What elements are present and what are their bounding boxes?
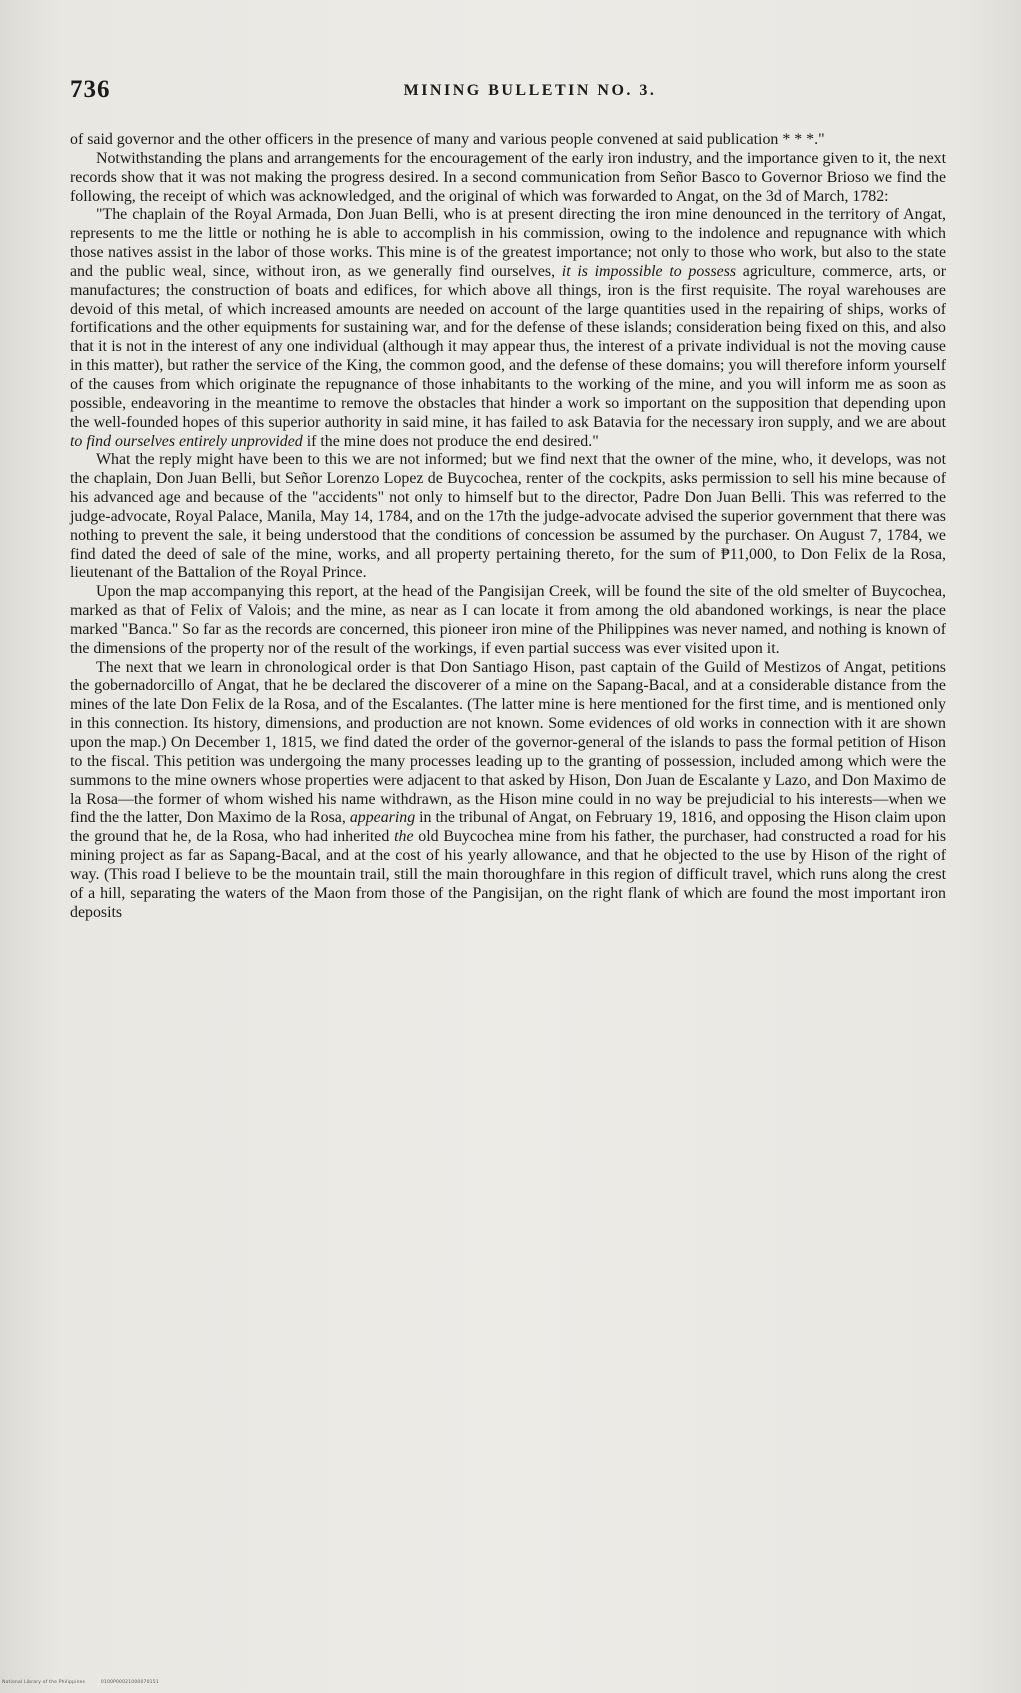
paragraph: What the reply might have been to this we are not informed; but we find next that the owner of the mine, who, it develops, was not the chaplain, Don Juan Belli, but Señor Lorenzo Lopez de Buycochea, renter of the cockpits, asks permission to sell his mine because of his advanced age and because of the "accidents" not only to himself but to the director, Padre Don Juan Belli. This was referred to the judge-advocate, Royal Palace, Manila, May 14, 1784, and on the 17th the judge-advocate advised the superior government that there was nothing to prevent the sale, it being understood that the conditions of concession be assumed by the purchaser. On August 7, 1784, we find dated the deed of sale of the mine, works, and all property pertaining thereto, for the sum of ₱11,000, to Don Felix de la Rosa, lieutenant of the Battalion of the Royal Prince. xyxy=(70,451,946,582)
italic-emphasis: it is impossible to possess xyxy=(561,262,737,280)
paragraph-continuation: of said governor and the other officers in the presence of many and various people convened at said publication * * *." xyxy=(70,131,825,148)
paragraph: Upon the map accompanying this report, at the head of the Pangisijan Creek, will be found the site of the old smelter of Buycochea, marked as that of Felix of Valois; and the mine, as near as I can locate it from among the old abandoned workings, is near the place marked "Banca." So far as the records are concerned, this pioneer iron mine of the Philippines was never named, and nothing is known of the dimensions of the property nor of the result of the workings, if even partial success was ever visited upon it. xyxy=(70,583,946,657)
body-text xyxy=(70,131,946,922)
page-header xyxy=(70,76,950,116)
library-credit: National Library of the Philippines xyxy=(2,1680,86,1685)
italic-emphasis: the xyxy=(394,828,414,846)
paragraph: The next that we learn in chronological order is that Don Santiago Hison, past captain of the Guild of Mestizos of Angat, petitions the gobernadorcillo of Angat, that he be declared the discoverer of a mine on the Sapang-Bacal, and at a considerable distance from the mines of the late Don Felix de la Rosa, and of the Escalantes. (The latter mine is here mentioned for the first time, and is mentioned only in this connection. Its history, dimensions, and production are not known. Some evidences of old works in connection with it are shown upon the map.) On December 1, 1815, we find dated the order of the governor-general of the islands to pass the formal petition of Hison to the fiscal. This petition was undergoing the many processes leading up to the granting of possession, included among which were the summons to the mine owners whose properties were adjacent to that asked by Hison, Don Juan de Escalante y Lazo, and Don Maximo de la Rosa—the former of whom wished his name withdrawn, as the Hison mine could in no way be prejudicial to his interests—when we find the the latter, Don Maximo de la Rosa, appearing in the tribunal of Angat, on February 19, 1816, and opposing the Hison claim upon the ground that he, de la Rosa, who had inherited the old Buycochea mine from his father, the purchaser, had constructed a road for his mining project as far as Sapang-Bacal, and at the cost of his yearly allowance, and that he objected to the use by Hison of the right of way. (This road I believe to be the mountain trail, still the main thoroughfare in this region of difficult travel, which runs along the crest of a hill, separating the waters of the Maon from those of the Pangisijan, on the right flank of which are found the most important iron deposits xyxy=(70,658,947,921)
running-title: MINING BULLETIN NO. 3. xyxy=(403,82,657,99)
italic-emphasis: to find ourselves entirely unprovided xyxy=(70,432,303,450)
quoted-letter-paragraph: "The chaplain of the Royal Armada, Don Juan Belli, who is at present directing the iron mine denounced in the territory of Angat, represents to me the little or nothing he is able to accomplish in his commission, owing to the indolence and repugnance with which those natives assist in the labor of those works. This mine is of the greatest importance; not only to those who work, but also to the state and the public weal, since, without iron, as we generally find ourselves, it is impossible to possess agriculture, commerce, arts, or manufactures; the construction of boats and edifices, for which above all things, iron is the first requisite. The royal warehouses are devoid of this metal, of which increased amounts are needed on account of the large quantities used in the repairing of ships, works of fortifications and the other equipments for sustaining war, and for the defense of these islands; consideration being fixed on this, and also that it is not in the interest of any one individual (although it may appear thus, the interest of a private individual is not the moving cause in this matter), but rather the service of the King, the common good, and the defense of these domains; you will therefore inform yourself of the causes from which originate the repugnance of those inhabitants to the working of the mine, and you will inform me as soon as possible, endeavoring in the meantime to remove the obstacles that hinder a work so important on the supposition that depending upon the well-founded hopes of this superior authority in said mine, it has failed to ask Batavia for the necessary iron supply, and we are about to find ourselves entirely unprovided if the mine does not produce the end desired." xyxy=(70,206,947,450)
italic-emphasis: appearing xyxy=(349,809,416,827)
scan-code: 0100P00021000070151 xyxy=(100,1680,159,1685)
scan-footer xyxy=(2,1680,173,1685)
page-number: 736 xyxy=(70,76,111,103)
paragraph: Notwithstanding the plans and arrangements for the encouragement of the early iron industry, and the importance given to it, the next records show that it was not making the progress desired. In a second communication from Señor Basco to Governor Brioso we find the following, the receipt of which was acknowledged, and the original of which was forwarded to Angat, on the 3d of March, 1782: xyxy=(70,149,946,205)
